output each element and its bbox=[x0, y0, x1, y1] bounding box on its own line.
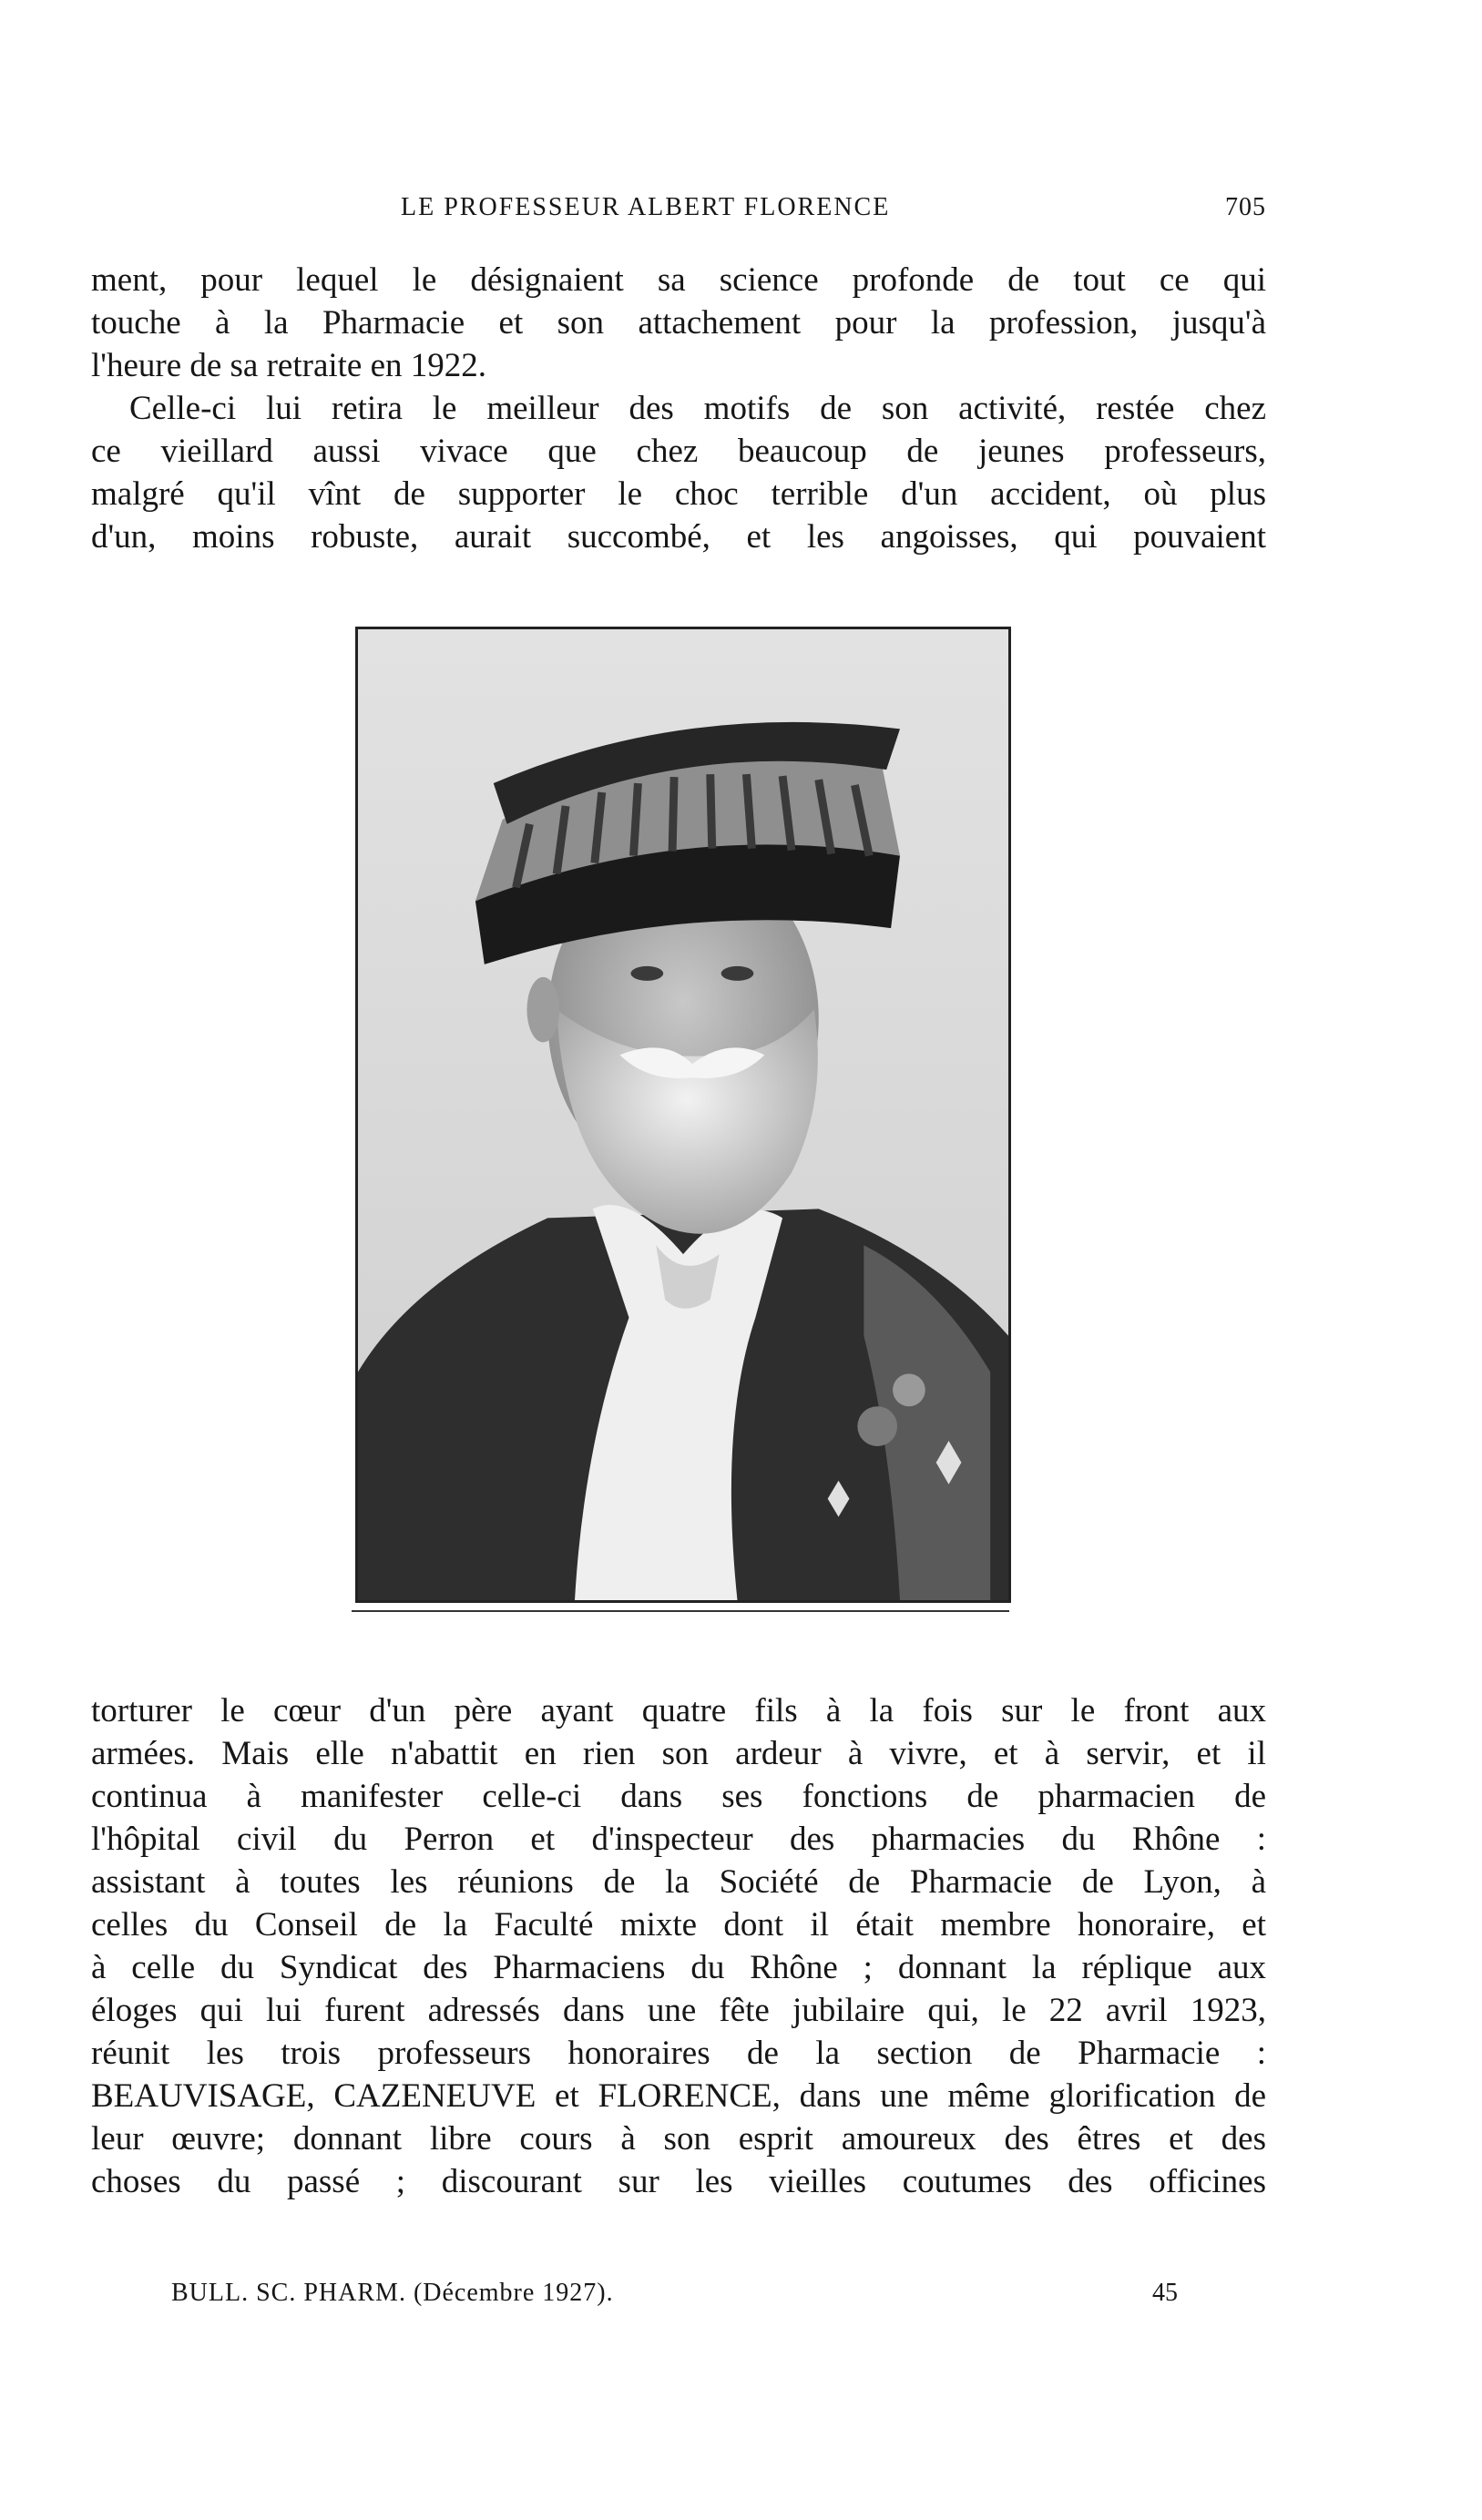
body-text-top bbox=[91, 259, 1266, 558]
running-header bbox=[91, 193, 1266, 230]
text-line: éloges qui lui furent adressés dans une fête jubilaire qui, le 22 avril 1923, bbox=[91, 1992, 1266, 2029]
text-line: choses du passé ; discourant sur les vieilles coutumes des officines bbox=[91, 2163, 1266, 2200]
text-line: celles du Conseil de la Faculté mixte dont il était membre honoraire, et bbox=[91, 1906, 1266, 1944]
text-line: malgré qu'il vînt de supporter le choc terrible d'un accident, où plus bbox=[91, 475, 1266, 513]
text-line: à celle du Syndicat des Pharmaciens du Rhône ; donnant la réplique aux bbox=[91, 1949, 1266, 1986]
text-line: touche à la Pharmacie et son attachement pour la profession, jusqu'à bbox=[91, 304, 1266, 342]
text-line: continua à manifester celle-ci dans ses fonctions de pharmacien de bbox=[91, 1778, 1266, 1815]
text-line: torturer le cœur d'un père ayant quatre fils à la fois sur le front aux bbox=[91, 1692, 1266, 1729]
photo-rule bbox=[352, 1610, 1009, 1612]
text-line: Celle-ci lui retira le meilleur des motifs de son activité, restée chez bbox=[129, 390, 1266, 427]
text-line: assistant à toutes les réunions de la Société de Pharmacie de Lyon, à bbox=[91, 1863, 1266, 1901]
text-line: réunit les trois professeurs honoraires de la section de Pharmacie : bbox=[91, 2035, 1266, 2072]
text-line: d'un, moins robuste, aurait succombé, et les angoisses, qui pouvaient bbox=[91, 518, 1266, 556]
text-line: leur œuvre; donnant libre cours à son esprit amoureux des êtres et des bbox=[91, 2120, 1266, 2158]
text-line: ce vieillard aussi vivace que chez beaucoup de jeunes professeurs, bbox=[91, 433, 1266, 470]
text-line: l'heure de sa retraite en 1922. bbox=[91, 347, 487, 384]
page-footer bbox=[91, 2279, 1266, 2315]
running-title: LE PROFESSEUR ALBERT FLORENCE bbox=[401, 193, 891, 221]
text-line: ment, pour lequel le désignaient sa science profonde de tout ce qui bbox=[91, 261, 1266, 299]
body-text-bottom bbox=[91, 1689, 1266, 2203]
page-number: 705 bbox=[1225, 193, 1266, 221]
text-line: l'hôpital civil du Perron et d'inspecteur des pharmacies du Rhône : bbox=[91, 1821, 1266, 1858]
journal-citation: BULL. SC. PHARM. (Décembre 1927). bbox=[171, 2279, 614, 2307]
portrait-photo bbox=[355, 627, 1011, 1603]
text-line: armées. Mais elle n'abattit en rien son ardeur à vivre, et à servir, et il bbox=[91, 1735, 1266, 1772]
signature-number: 45 bbox=[1152, 2279, 1178, 2307]
text-line: BEAUVISAGE, CAZENEUVE et FLORENCE, dans une même glorification de bbox=[91, 2077, 1266, 2115]
portrait-illustration bbox=[358, 629, 1008, 1600]
